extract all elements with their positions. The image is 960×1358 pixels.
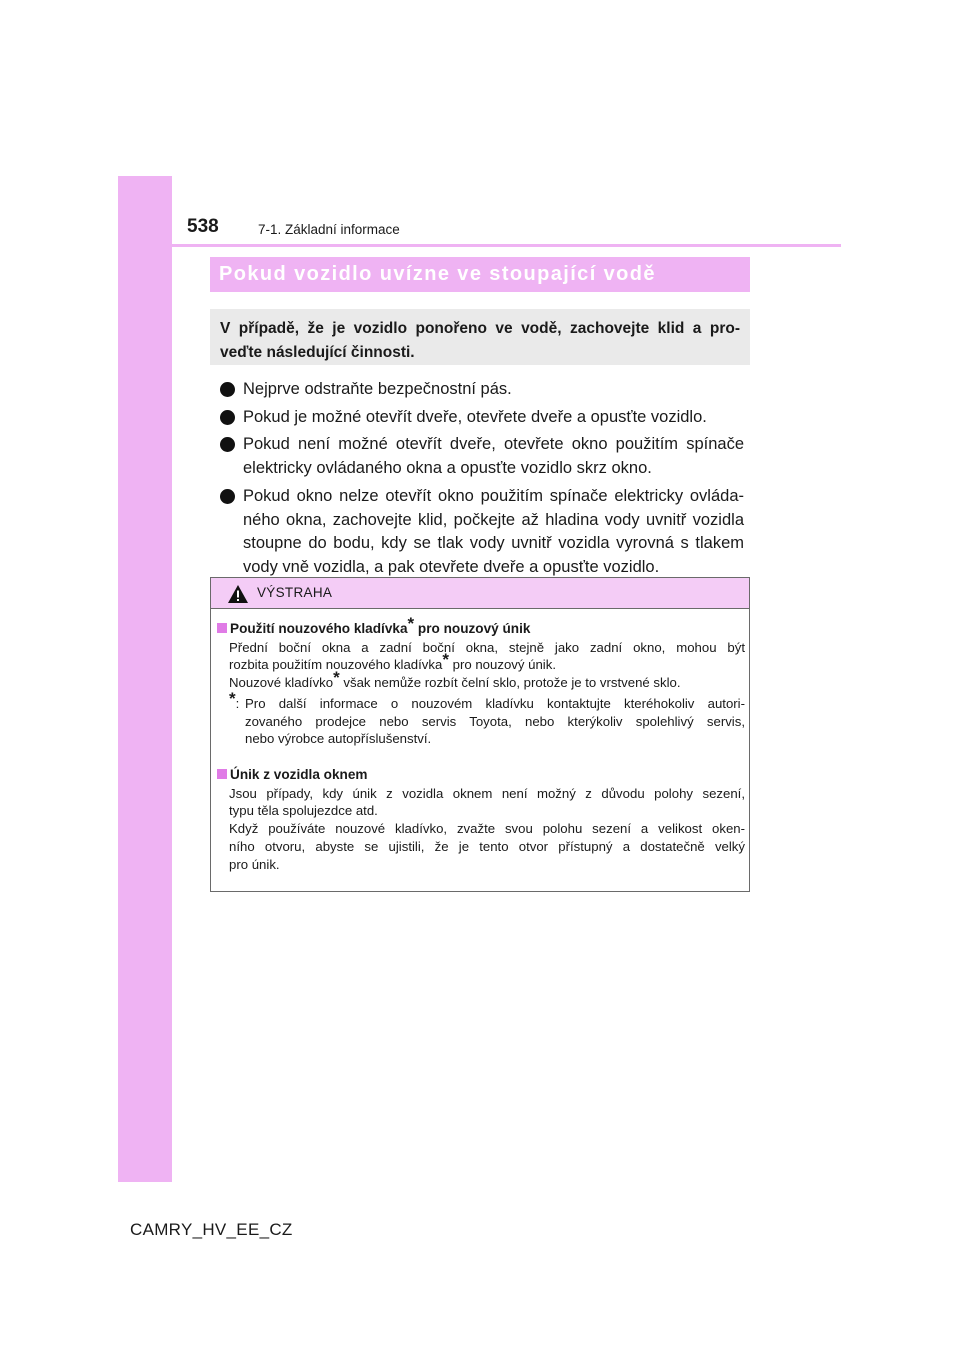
bullet-line: Nejprve odstraňte bezpečnostní pás. <box>243 380 512 398</box>
bullet-line: Pokud není možné otevřít dveře, otevřete okno použitím spínače <box>243 435 744 454</box>
warning-item-title: Použití nouzového kladívka* pro nouzový únik <box>217 620 745 638</box>
warning-text-line: rozbita použitím nouzového kladívka* pro nouzový únik. <box>229 650 556 673</box>
footnote-line: zovaného prodejce nebo servis Toyota, nebo kterýkoliv spolehlivý servis, <box>245 713 745 729</box>
warning-item <box>217 766 745 873</box>
bullet-line: elektricky ovládaného okna a opusťte vozidlo skrz okno. <box>243 459 652 478</box>
footnote-line: Pro další informace o nouzovém kladívku kontaktujte kteréhokoliv autori- <box>245 695 745 711</box>
intro-box <box>210 309 750 365</box>
bullet-line: Pokud je možné otevřít dveře, otevřete dveře a opusťte vozidlo. <box>243 407 707 426</box>
bullet-line: Pokud okno nelze otevřít okno použitím spínače elektricky ovláda- <box>243 486 744 505</box>
warning-item-body <box>217 639 745 748</box>
asterisk: * <box>407 614 415 633</box>
square-bullet-icon <box>217 769 227 779</box>
warning-box <box>210 577 750 892</box>
warning-text-line: Jsou případy, kdy únik z vozidla oknem není možný z důvodu polohy sezení, <box>229 785 745 801</box>
chapter-title: 7-1. Základní informace <box>258 222 400 237</box>
footnote <box>229 688 745 748</box>
warning-header <box>211 578 749 609</box>
bullet-line: vody vně vozidla, a pak otevřete dveře a opusťte vozidlo. <box>243 557 660 576</box>
intro-line: veďte následující činnosti. <box>220 344 415 361</box>
warning-text-line: typu těla spolujezdce atd. <box>229 803 378 819</box>
side-tab-band <box>118 176 172 1182</box>
warning-item <box>217 614 745 748</box>
bullet-dot-icon <box>220 410 235 425</box>
warning-item-body <box>217 785 745 874</box>
bullet-dot-icon <box>220 489 235 504</box>
warning-label: VÝSTRAHA <box>257 585 333 600</box>
intro-line: V případě, že je vozidlo ponořeno ve vodě, zachovejte klid a pro- <box>220 320 740 337</box>
section-title: Pokud vozidlo uvízne ve stoupající vodě <box>210 257 750 292</box>
list-item <box>220 485 744 580</box>
bullet-line: ného okna, zachovejte klid, počkejte až hladina vody uvnitř vozidla <box>243 510 744 529</box>
bullet-list <box>220 378 744 584</box>
bullet-dot-icon <box>220 437 235 452</box>
list-item <box>220 433 744 480</box>
warning-text-line: pro únik. <box>229 856 280 872</box>
document-code: CAMRY_HV_EE_CZ <box>130 1220 293 1239</box>
page-number: 538 <box>187 216 219 237</box>
warning-text-line: Přední boční okna a zadní boční okna, stejně jako zadní okno, mohou být <box>229 639 745 655</box>
bullet-line: stoupne do bodu, kdy se tlak vody uvnitř vozidla vyrovná s tlakem <box>243 534 744 553</box>
bullet-dot-icon <box>220 382 235 397</box>
footnote-line: nebo výrobce autopříslušenství. <box>245 731 432 747</box>
warning-triangle-icon <box>227 584 249 604</box>
square-bullet-icon <box>217 623 227 633</box>
warning-item-title: Únik z vozidla oknem <box>217 766 745 784</box>
header-rule <box>172 244 841 247</box>
list-item <box>220 378 744 402</box>
warning-text-line: Nouzové kladívko* však nemůže rozbít čelní sklo, protože je to vrstvené sklo. <box>229 668 681 691</box>
warning-text-line: ního otvoru, abyste se ujistili, že je tento otvor přístupný a dostatečně velký <box>229 838 745 854</box>
asterisk: * <box>442 650 449 670</box>
footnote-mark: *: <box>229 688 240 711</box>
warning-text-line: Když používáte nouzové kladívko, zvažte svou polohu sezení a velikost oken- <box>229 821 745 837</box>
asterisk: * <box>333 668 340 688</box>
list-item <box>220 406 744 430</box>
